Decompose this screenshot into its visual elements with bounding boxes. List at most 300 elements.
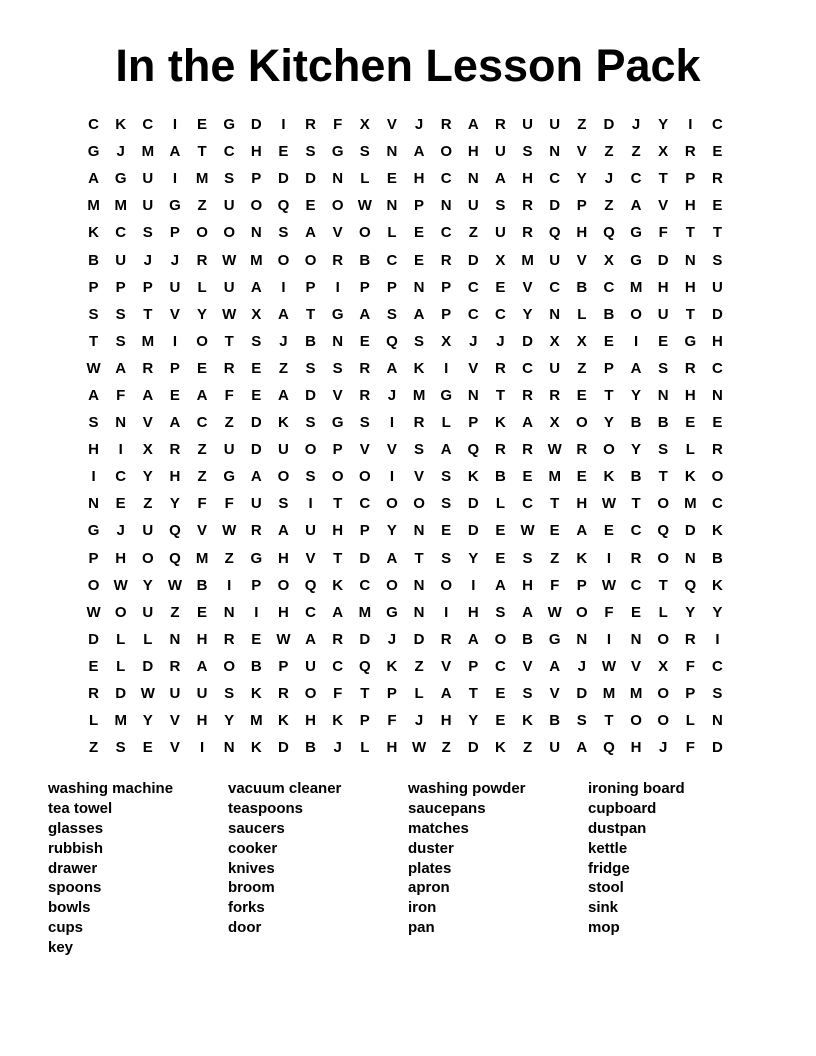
grid-row (80, 219, 731, 246)
grid-letter: G (169, 197, 181, 215)
grid-letter: K (495, 414, 506, 432)
grid-row (80, 680, 731, 707)
grid-letter: C (630, 576, 642, 594)
grid-letter: H (88, 441, 99, 459)
grid-letter: L (577, 305, 587, 323)
grid-letter: D (250, 116, 262, 134)
grid-letter: N (413, 278, 425, 296)
grid-letter: M (195, 549, 209, 567)
grid-letter: C (495, 657, 506, 675)
grid-letter: A (196, 386, 208, 404)
word-item: pan (408, 919, 435, 937)
grid-row (80, 192, 731, 219)
grid-letter: G (630, 224, 642, 242)
grid-letter: M (250, 251, 263, 269)
grid-row (80, 599, 731, 626)
grid-letter: Z (88, 739, 99, 757)
grid-letter: D (522, 332, 533, 350)
grid-letter: E (495, 549, 506, 567)
grid-letter: B (630, 414, 642, 432)
grid-letter: X (549, 332, 560, 350)
grid-letter: G (87, 522, 100, 540)
grid-letter: O (440, 576, 453, 594)
grid-letter: F (116, 386, 126, 404)
grid-letter: G (440, 386, 453, 404)
grid-letter: A (278, 386, 289, 404)
grid-row (80, 355, 731, 382)
grid-letter: U (495, 224, 506, 242)
grid-row (80, 274, 731, 301)
grid-letter: J (387, 386, 397, 404)
grid-letter: E (414, 251, 425, 269)
grid-letter: J (279, 332, 288, 350)
grid-letter: B (576, 278, 588, 296)
grid-letter: K (522, 712, 533, 730)
grid-letter: R (440, 630, 452, 648)
grid-letter: G (223, 116, 236, 134)
grid-letter: A (88, 386, 99, 404)
grid-letter: P (441, 278, 452, 296)
grid-letter: A (196, 657, 208, 675)
grid-letter: V (305, 549, 316, 567)
grid-letter: T (658, 576, 668, 594)
word-item: apron (408, 879, 450, 897)
grid-letter: I (471, 576, 476, 594)
grid-letter: H (440, 712, 452, 730)
grid-letter: D (278, 170, 289, 188)
grid-letter: R (522, 441, 533, 459)
word-item: knives (228, 859, 275, 877)
grid-letter: O (657, 549, 670, 567)
grid-letter: F (550, 576, 560, 594)
grid-letter: A (142, 386, 154, 404)
grid-letter: T (414, 549, 424, 567)
word-item: mop (588, 919, 620, 937)
grid-letter: B (495, 468, 506, 486)
grid-letter: S (522, 549, 533, 567)
grid-letter: K (712, 522, 723, 540)
grid-letter: J (116, 522, 125, 540)
grid-letter: D (305, 170, 316, 188)
grid-row (80, 734, 731, 761)
grid-letter: O (657, 630, 670, 648)
grid-row (80, 301, 731, 328)
grid-letter: C (630, 522, 642, 540)
grid-letter: N (386, 197, 398, 215)
grid-letter: U (549, 116, 561, 134)
grid-letter: C (549, 170, 561, 188)
grid-letter: R (169, 657, 181, 675)
grid-letter: E (169, 386, 180, 404)
grid-letter: L (116, 630, 126, 648)
grid-letter: H (250, 143, 262, 161)
grid-letter: M (629, 278, 643, 296)
grid-letter: R (549, 386, 561, 404)
grid-letter: A (332, 603, 344, 621)
grid-letter: E (631, 603, 642, 621)
grid-letter: Y (468, 549, 479, 567)
grid-letter: G (331, 143, 344, 161)
grid-letter: M (141, 143, 155, 161)
grid-letter: R (169, 441, 181, 459)
grid-letter: S (115, 739, 126, 757)
grid-letter: X (603, 251, 614, 269)
grid-letter: I (606, 630, 612, 648)
grid-letter: C (712, 116, 723, 134)
grid-letter: H (576, 224, 588, 242)
grid-letter: C (223, 143, 235, 161)
grid-letter: N (712, 386, 723, 404)
grid-letter: T (305, 305, 316, 323)
grid-letter: R (684, 630, 696, 648)
grid-letter: Y (712, 603, 723, 621)
grid-letter: O (630, 712, 642, 730)
grid-letter: D (549, 197, 561, 215)
grid-letter: V (359, 441, 370, 459)
grid-letter: W (601, 495, 617, 513)
grid-letter: Z (143, 495, 153, 513)
grid-letter: N (657, 386, 669, 404)
grid-letter: D (115, 685, 127, 703)
grid-letter: K (115, 116, 127, 134)
grid-letter: I (308, 495, 313, 513)
grid-letter: U (169, 278, 181, 296)
grid-letter: L (197, 278, 207, 296)
grid-row (80, 328, 731, 355)
grid-letter: Z (197, 197, 207, 215)
grid-letter: O (304, 685, 317, 703)
grid-letter: R (522, 197, 533, 215)
grid-letter: E (441, 522, 452, 540)
word-item: tea towel (48, 799, 113, 817)
grid-letter: Z (468, 224, 478, 242)
grid-letter: T (360, 685, 370, 703)
grid-letter: Q (657, 522, 670, 540)
grid-letter: I (199, 739, 205, 757)
grid-letter: R (332, 251, 344, 269)
grid-letter: O (358, 468, 371, 486)
grid-letter: C (440, 224, 452, 242)
grid-letter: R (88, 685, 99, 703)
grid-letter: T (143, 305, 153, 323)
grid-letter: O (630, 305, 642, 323)
grid-letter: S (88, 414, 99, 432)
grid-letter: U (549, 359, 561, 377)
grid-letter: G (331, 305, 344, 323)
grid-letter: I (606, 549, 612, 567)
grid-letter: V (386, 116, 397, 134)
grid-letter: V (197, 522, 208, 540)
grid-letter: F (387, 712, 397, 730)
grid-letter: V (169, 712, 180, 730)
grid-letter: A (522, 603, 533, 621)
grid-letter: C (88, 116, 99, 134)
grid-letter: B (196, 576, 208, 594)
grid-letter: O (196, 224, 208, 242)
grid-letter: O (386, 495, 398, 513)
grid-letter: J (577, 657, 586, 675)
grid-letter: B (549, 712, 561, 730)
grid-letter: R (359, 359, 371, 377)
grid-letter: A (495, 576, 506, 594)
grid-letter: A (250, 468, 262, 486)
grid-letter: S (712, 251, 723, 269)
grid-letter: E (142, 739, 153, 757)
grid-letter: T (712, 224, 723, 242)
grid-letter: P (115, 278, 126, 296)
grid-letter: R (332, 630, 344, 648)
grid-letter: N (386, 143, 398, 161)
grid-letter: H (467, 143, 479, 161)
grid-letter: K (332, 712, 344, 730)
grid-letter: A (115, 359, 127, 377)
grid-letter: A (495, 170, 506, 188)
grid-letter: O (413, 495, 425, 513)
grid-letter: N (467, 170, 479, 188)
grid-letter: K (278, 712, 289, 730)
grid-letter: D (657, 251, 669, 269)
word-item: kettle (588, 839, 628, 857)
grid-letter: S (522, 685, 533, 703)
grid-letter: T (685, 305, 695, 323)
grid-letter: T (685, 224, 695, 242)
grid-letter: F (604, 603, 614, 621)
word-item: matches (408, 819, 469, 837)
grid-letter: P (576, 576, 587, 594)
grid-letter: R (196, 251, 208, 269)
grid-letter: K (88, 224, 99, 242)
grid-letter: Y (224, 712, 235, 730)
grid-letter: A (278, 305, 289, 323)
grid-letter: C (332, 657, 344, 675)
grid-letter: H (278, 603, 289, 621)
grid-letter: J (604, 170, 614, 188)
grid-letter: B (359, 251, 371, 269)
word-item: glasses (48, 819, 104, 837)
grid-letter: L (441, 414, 451, 432)
grid-letter: O (277, 251, 290, 269)
grid-letter: E (197, 116, 208, 134)
grid-letter: Z (197, 441, 207, 459)
word-item: rubbish (48, 839, 103, 857)
grid-letter: H (522, 576, 533, 594)
grid-letter: R (223, 630, 235, 648)
word-list (48, 779, 768, 958)
grid-letter: S (495, 197, 506, 215)
grid-letter: K (250, 685, 262, 703)
grid-letter: H (576, 495, 588, 513)
grid-letter: H (196, 712, 208, 730)
grid-letter: R (495, 441, 506, 459)
grid-letter: E (658, 332, 669, 350)
grid-letter: Y (631, 386, 642, 404)
grid-letter: P (685, 685, 696, 703)
grid-letter: R (278, 685, 289, 703)
grid-letter: Z (522, 739, 533, 757)
grid-letter: N (549, 305, 561, 323)
grid-letter: I (118, 441, 123, 459)
word-item: teaspoons (228, 799, 304, 817)
grid-letter: N (88, 495, 99, 513)
grid-letter: S (658, 441, 669, 459)
grid-letter: G (87, 143, 100, 161)
grid-letter: S (251, 332, 262, 350)
grid-letter: N (169, 630, 181, 648)
grid-letter: N (115, 414, 127, 432)
grid-letter: D (576, 685, 588, 703)
grid-letter: Q (169, 549, 181, 567)
grid-letter: O (304, 441, 317, 459)
grid-letter: I (688, 116, 693, 134)
grid-letter: I (633, 332, 639, 350)
grid-letter: H (413, 170, 425, 188)
grid-letter: B (657, 414, 669, 432)
grid-letter: P (305, 278, 316, 296)
word-item: drawer (48, 859, 98, 877)
grid-letter: J (116, 143, 125, 161)
grid-letter: P (142, 278, 153, 296)
grid-letter: Y (142, 712, 153, 730)
grid-letter: A (522, 414, 533, 432)
grid-letter: H (684, 197, 696, 215)
grid-letter: K (603, 468, 615, 486)
grid-letter: O (575, 603, 588, 621)
grid-letter: V (386, 441, 397, 459)
word-item: washing machine (48, 780, 174, 797)
grid-letter: S (712, 685, 723, 703)
grid-letter: S (441, 549, 452, 567)
grid-letter: U (549, 739, 561, 757)
grid-letter: C (712, 657, 723, 675)
grid-letter: W (167, 576, 183, 594)
grid-letter: A (467, 630, 479, 648)
grid-letter: F (197, 495, 207, 513)
grid-letter: O (657, 685, 670, 703)
grid-letter: Q (169, 522, 181, 540)
grid-letter: L (658, 603, 668, 621)
grid-letter: I (172, 170, 178, 188)
grid-letter: X (658, 143, 669, 161)
grid-letter: P (576, 197, 587, 215)
grid-letter: A (305, 224, 316, 242)
grid-letter: X (251, 305, 262, 323)
grid-letter: C (467, 278, 479, 296)
word-item: cooker (228, 839, 278, 857)
grid-letter: S (278, 495, 289, 513)
grid-letter: O (657, 712, 670, 730)
grid-letter: K (495, 739, 506, 757)
word-column (48, 779, 228, 958)
grid-letter: O (331, 468, 344, 486)
grid-letter: L (685, 441, 695, 459)
grid-letter: P (386, 685, 397, 703)
word-item: bowls (48, 899, 91, 917)
grid-letter: P (468, 657, 479, 675)
word-item: plates (408, 859, 452, 877)
grid-letter: V (468, 359, 479, 377)
grid-letter: N (250, 224, 262, 242)
grid-letter: A (88, 170, 99, 188)
grid-letter: D (250, 414, 262, 432)
grid-letter: T (658, 468, 668, 486)
grid-letter: Z (414, 657, 424, 675)
word-item: cupboard (588, 799, 657, 817)
word-column (228, 779, 408, 958)
grid-letter: Z (604, 197, 614, 215)
grid-letter: U (467, 197, 479, 215)
grid-letter: O (250, 197, 263, 215)
grid-letter: J (414, 712, 424, 730)
grid-letter: M (521, 251, 534, 269)
grid-letter: Y (142, 468, 153, 486)
grid-letter: E (685, 414, 696, 432)
grid-letter: O (657, 495, 670, 513)
grid-letter: V (142, 414, 153, 432)
grid-letter: H (684, 386, 696, 404)
grid-letter: P (441, 305, 452, 323)
grid-letter: E (251, 359, 262, 377)
grid-letter: U (522, 116, 533, 134)
grid-letter: C (712, 359, 723, 377)
grid-letter: M (114, 197, 127, 215)
grid-letter: N (413, 603, 425, 621)
grid-letter: S (522, 143, 533, 161)
grid-letter: A (440, 685, 452, 703)
grid-letter: C (115, 224, 127, 242)
grid-letter: X (549, 414, 560, 432)
grid-row (80, 707, 731, 734)
grid-letter: H (712, 332, 723, 350)
grid-letter: S (142, 224, 153, 242)
grid-letter: O (440, 143, 453, 161)
grid-letter: E (495, 712, 506, 730)
grid-letter: W (86, 603, 101, 621)
grid-letter: R (495, 116, 506, 134)
grid-letter: D (467, 251, 479, 269)
grid-letter: M (602, 685, 616, 703)
grid-letter: S (359, 414, 370, 432)
grid-letter: P (88, 549, 99, 567)
grid-letter: R (522, 386, 533, 404)
grid-letter: R (712, 170, 723, 188)
grid-letter: D (712, 739, 723, 757)
grid-letter: P (359, 278, 370, 296)
grid-letter: D (142, 657, 154, 675)
grid-letter: U (657, 305, 669, 323)
grid-letter: U (142, 522, 154, 540)
grid-letter: D (359, 549, 371, 567)
grid-letter: P (468, 414, 479, 432)
grid-letter: S (441, 468, 452, 486)
grid-letter: S (305, 143, 316, 161)
grid-letter: K (332, 576, 344, 594)
grid-letter: I (172, 332, 178, 350)
grid-letter: F (658, 224, 668, 242)
grid-letter: A (413, 305, 425, 323)
grid-letter: P (414, 197, 425, 215)
grid-letter: T (224, 332, 234, 350)
grid-letter: Z (170, 603, 180, 621)
grid-letter: Q (603, 739, 615, 757)
grid-letter: C (549, 278, 561, 296)
word-column (408, 779, 588, 958)
grid-row (80, 653, 731, 680)
grid-letter: S (115, 305, 126, 323)
grid-letter: N (332, 332, 344, 350)
grid-letter: R (413, 414, 425, 432)
grid-row (80, 409, 731, 436)
grid-letter: R (359, 386, 371, 404)
